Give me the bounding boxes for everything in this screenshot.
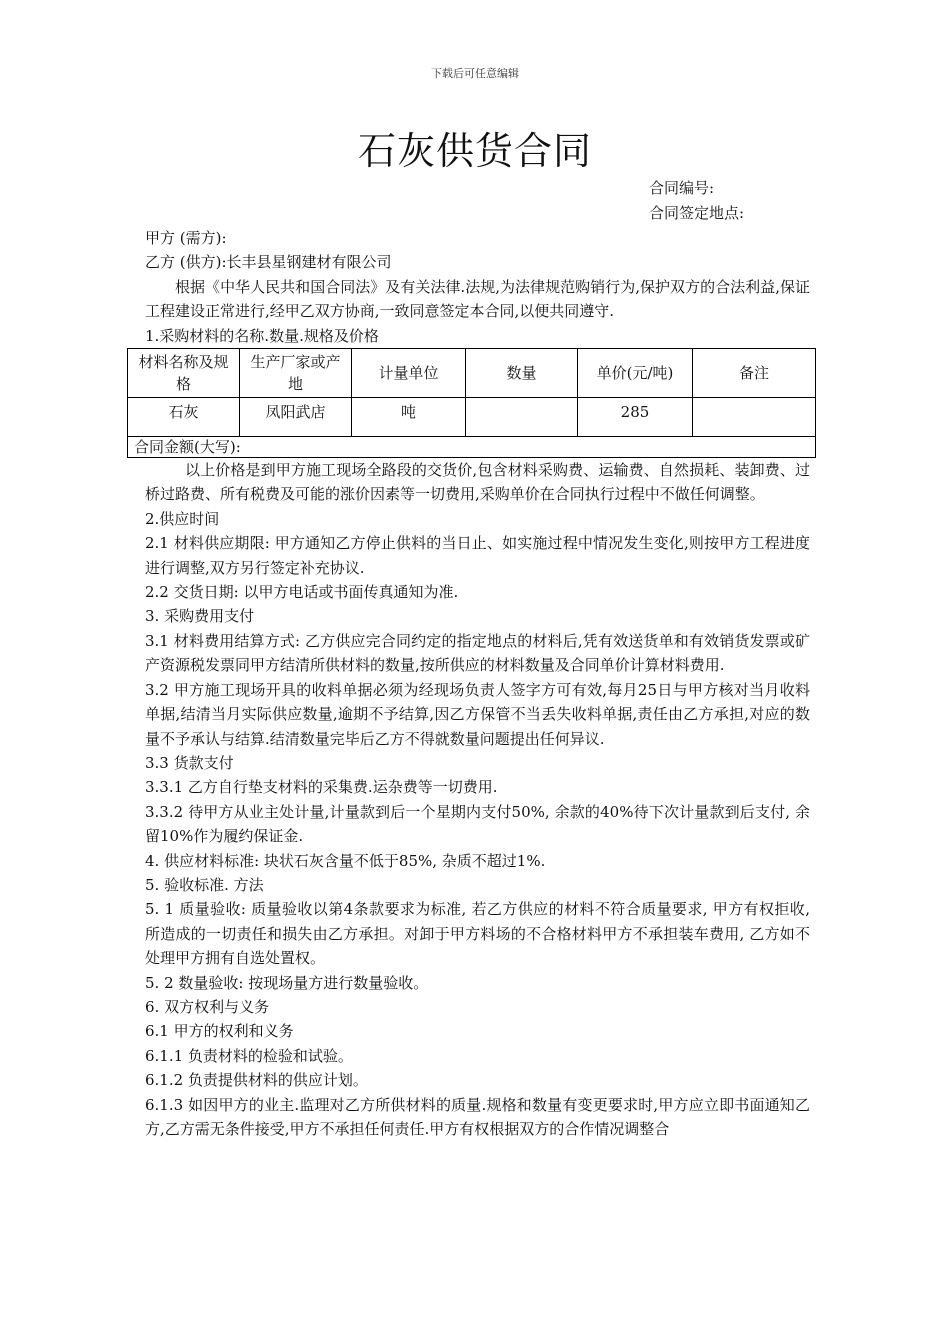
section1-title: 1.采购材料的名称.数量.规格及价格: [145, 326, 379, 345]
clause-paragraph: 3. 采购费用支付: [145, 607, 255, 626]
party-b: 乙方 (供方):长丰县星钢建材有限公司: [145, 253, 392, 272]
preamble: 根据《中华人民共和国合同法》及有关法律.法规,为法律规范购销行为,保护双方的合法利益,保证工程建设正常进行,经甲乙双方协商,一致同意签定本合同,以便共同遵守.: [145, 277, 810, 321]
table-total-row: [128, 437, 816, 458]
clause-paragraph: 6.1.2 负责提供材料的供应计划。: [145, 1071, 368, 1090]
table-header-cell: 生产厂家或产地: [240, 349, 352, 398]
clause-paragraph: 6.1.1 负责材料的检验和试验。: [145, 1046, 353, 1065]
table-header-cell: 备注: [693, 349, 816, 398]
table-header-cell: 计量单位: [352, 349, 466, 398]
party-a: 甲方 (需方):: [145, 229, 227, 247]
clause-paragraph: 5. 1 质量验收: 质量验收以第4条款要求为标准, 若乙方供应的材料不符合质量要求, 甲方有权拒收, 所造成的一切责任和损失由乙方承担。对卸于甲方料场的不合格材料甲方不承担装车费用, 乙方如不处理甲方拥有自选处置权。: [145, 900, 810, 968]
table-cell: 石灰: [128, 398, 240, 437]
table-header-row: [128, 349, 816, 398]
header-note: 下载后可任意编辑: [431, 67, 519, 80]
table-header-cell: 材料名称及规格: [128, 349, 240, 398]
clause-paragraph: 6. 双方权利与义务: [145, 997, 270, 1016]
clause-paragraph: 2.供应时间: [145, 509, 220, 528]
contract-number-label: 合同编号:: [649, 179, 715, 197]
clause-paragraph: 6.1.3 如因甲方的业主.监理对乙方所供材料的质量.规格和数量有变更要求时,甲方应立即书面通知乙方,乙方需无条件接受,甲方不承担任何责任.甲方有权根据双方的合作情况调整合: [145, 1095, 810, 1138]
clause-paragraph: 3.3.2 待甲方从业主处计量,计量款到后一个星期内支付50%, 余款的40%待下次计量款到后支付, 余留10%作为履约保证金.: [145, 802, 810, 846]
table-row: [128, 398, 816, 437]
table-cell: 吨: [352, 398, 466, 437]
clause-paragraph: 2.2 交货日期: 以甲方电话或书面传真通知为准.: [145, 583, 459, 602]
clause-paragraph: 3.3.1 乙方自行垫支材料的采集费.运杂费等一切费用.: [145, 778, 498, 797]
clause-paragraph: 3.3 货款支付: [145, 753, 234, 772]
table-cell: 285: [578, 398, 693, 437]
table-cell: 凤阳武店: [240, 398, 352, 437]
price-note: 以上价格是到甲方施工现场全路段的交货价,包含材料采购费、运输费、自然损耗、装卸费、过桥过路费、所有税费及可能的涨价因素等一切费用,采购单价在合同执行过程中不做任何调整。: [145, 461, 810, 504]
clause-paragraph: 4. 供应材料标准: 块状石灰含量不低于85%, 杂质不超过1%.: [145, 851, 546, 870]
contract-amount-label: 合同金额(大写):: [128, 437, 816, 458]
contract-body: [134, 226, 810, 1141]
document-title: 石灰供货合同: [357, 129, 592, 173]
materials-table: [127, 348, 816, 458]
table-cell: [693, 398, 816, 437]
contract-place-label: 合同签定地点:: [649, 204, 745, 222]
clause-paragraph: 3.2 甲方施工现场开具的收料单据必须为经现场负责人签字方可有效,每月25日与甲方核对当月收料单据,结清当月实际供应数量,逾期不予结算,因乙方保管不当丢失收料单据,责任由乙方承担,对应的数量不予承认与结算.结清数量完毕后乙方不得就数量问题提出任何异议.: [145, 680, 810, 748]
table-header-cell: 单价(元/吨): [578, 349, 693, 398]
clause-paragraph: 5. 2 数量验收: 按现场量方进行数量验收。: [145, 973, 429, 992]
table-cell: [466, 398, 578, 437]
clause-paragraph: 3.1 材料费用结算方式: 乙方供应完合同约定的指定地点的材料后,凭有效送货单和有效销货发票或矿产资源税发票同甲方结清所供材料的数量,按所供应的材料数量及合同单价计算材料费用.: [145, 631, 810, 675]
clause-paragraph: 2.1 材料供应期限: 甲方通知乙方停止供料的当日止、如实施过程中情况发生变化,则按甲方工程进度进行调整,双方另行签定补充协议.: [145, 534, 810, 577]
table-header-cell: 数量: [466, 349, 578, 398]
clause-paragraph: 5. 验收标准. 方法: [145, 875, 264, 894]
clause-paragraph: 6.1 甲方的权利和义务: [145, 1022, 294, 1041]
